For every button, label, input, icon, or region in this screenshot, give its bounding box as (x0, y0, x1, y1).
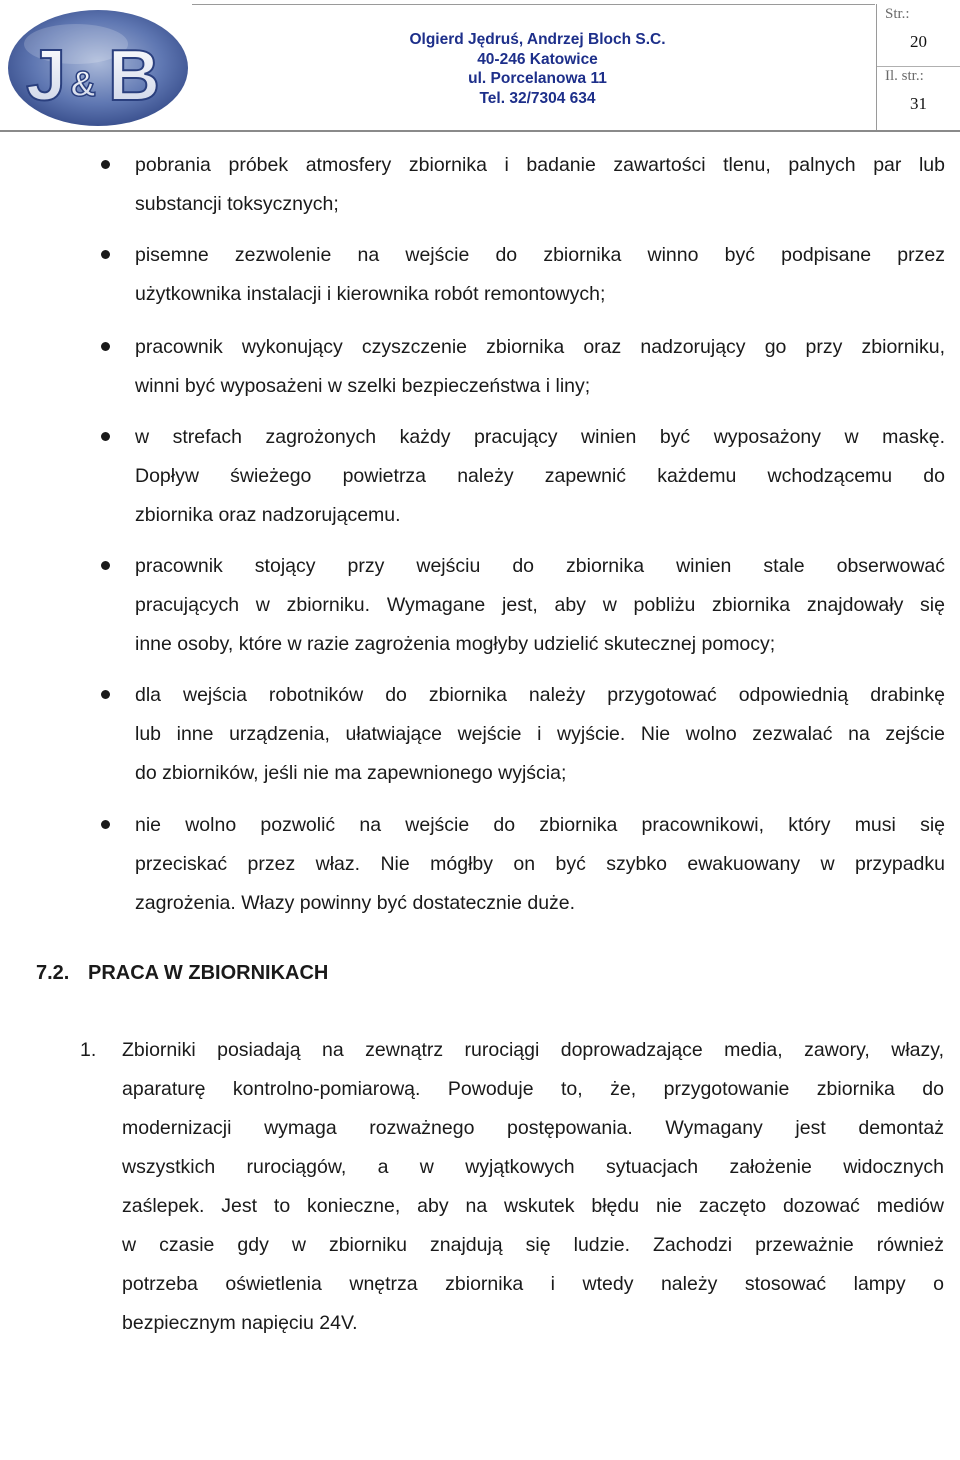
list-item (135, 418, 945, 535)
paragraph-line: modernizacji wymaga rozważnego postępowania. Wymagany jest demontaż (122, 1117, 944, 1139)
section-number: 7.2. (36, 962, 70, 984)
list-item (135, 806, 945, 923)
bullet-icon (101, 250, 110, 259)
company-street: ul. Porcelanowa 11 (468, 70, 607, 87)
list-item-line: pobrania próbek atmosfery zbiornika i badanie zawartości tlenu, palnych par lub (135, 154, 945, 176)
page-value: 20 (910, 32, 927, 51)
list-item-line: przeciskać przez właz. Nie mógłby on być szybko ewakuowany w przypadku (135, 853, 945, 875)
total-pages-cell (877, 68, 960, 126)
svg-text:J: J (26, 36, 67, 116)
company-city: 40-246 Katowice (477, 50, 598, 68)
list-item (135, 547, 945, 664)
list-item-line: użytkownika instalacji i kierownika robót remontowych; (135, 283, 606, 305)
company-logo (4, 4, 192, 128)
list-item (135, 146, 945, 224)
section-heading (36, 958, 328, 988)
list-item-line: zagrożenia. Włazy powinny być dostatecznie duże. (135, 892, 576, 914)
paragraph-line: Zbiorniki posiadają na zewnątrz rurociągi doprowadzające media, zawory, włazy, (122, 1039, 944, 1061)
page-header (0, 0, 960, 132)
list-item-line: do zbiorników, jeśli nie ma zapewnionego wyjścia; (135, 762, 567, 784)
list-item-line: zbiornika oraz nadzorującemu. (135, 504, 401, 526)
bullet-icon (101, 561, 110, 570)
company-block (200, 30, 875, 108)
list-item (135, 676, 945, 793)
section-title: PRACA W ZBIORNIKACH (88, 962, 329, 984)
header-bottom-rule (0, 130, 960, 132)
paragraph-line: aparaturę kontrolno-pomiarową. Powoduje to, że, przygotowanie zbiornika do (122, 1078, 944, 1100)
paragraph-line: w czasie gdy w zbiorniku znajdują się ludzie. Zachodzi przeważnie również (122, 1234, 944, 1256)
header-top-rule (192, 4, 875, 5)
list-item (135, 328, 945, 406)
list-item-line: pracownik wykonujący czyszczenie zbiornika oraz nadzorujący go przy zbiorniku, (135, 336, 945, 358)
paragraph-line: wszystkich rurociągów, a w wyjątkowych sytuacjach założenie widocznych (122, 1156, 944, 1178)
numbered-item-marker: 1. (80, 1039, 97, 1061)
paragraph-line: potrzeba oświetlenia wnętrza zbiornika i wtedy należy stosować lampy o (122, 1273, 944, 1295)
svg-text:&: & (70, 63, 96, 104)
paragraph-line: zaślepek. Jest to konieczne, aby na wskutek błędu nie zaczęto dozować mediów (122, 1195, 944, 1217)
page-label: Str.: (885, 6, 910, 22)
list-item-line: w strefach zagrożonych każdy pracujący winien być wyposażony w maskę. (135, 426, 945, 448)
total-pages-label: Il. str.: (885, 68, 924, 84)
bullet-icon (101, 820, 110, 829)
list-item-line: nie wolno pozwolić na wejście do zbiornika pracownikowi, który musi się (135, 814, 945, 836)
bullet-icon (101, 432, 110, 441)
list-item-line: pracownik stojący przy wejściu do zbiornika winien stale obserwować (135, 555, 945, 577)
list-item (135, 236, 945, 314)
page-cell-divider (877, 66, 960, 67)
list-item-line: Dopływ świeżego powietrza należy zapewnić każdemu wchodzącemu do (135, 465, 945, 487)
bullet-icon (101, 690, 110, 699)
svg-text:B: B (108, 36, 160, 116)
bullet-icon (101, 160, 110, 169)
list-item-line: substancji toksycznych; (135, 193, 339, 215)
bullet-icon (101, 342, 110, 351)
company-phone: Tel. 32/7304 634 (479, 89, 596, 107)
list-item-line: pisemne zezwolenie na wejście do zbiornika winno być podpisane przez (135, 244, 945, 266)
list-item-line: dla wejścia robotników do zbiornika należy przygotować odpowiednią drabinkę (135, 684, 945, 706)
paragraph-line: bezpiecznym napięciu 24V. (122, 1312, 358, 1334)
list-item-line: pracujących w zbiorniku. Wymagane jest, aby w pobliżu zbiornika znajdowały się (135, 594, 945, 616)
total-pages-value: 31 (910, 94, 927, 113)
page-number-cell (877, 6, 960, 64)
list-item-line: lub inne urządzenia, ułatwiające wejście i wyjście. Nie wolno zezwalać na zejście (135, 723, 945, 745)
list-item-line: winni być wyposażeni w szelki bezpieczeństwa i liny; (135, 375, 591, 397)
company-name: Olgierd Jędruś, Andrzej Bloch S.C. (409, 31, 666, 48)
numbered-paragraph (122, 1031, 944, 1343)
list-item-line: inne osoby, które w razie zagrożenia mogłyby udzielić skutecznej pomocy; (135, 633, 776, 655)
